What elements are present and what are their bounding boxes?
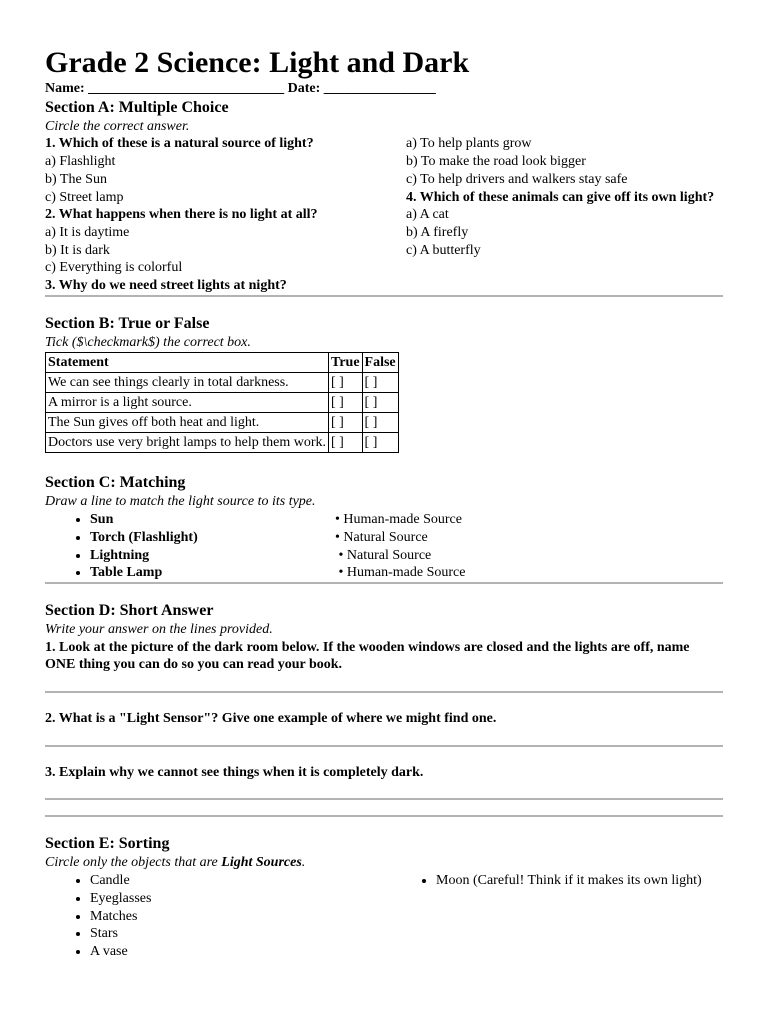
section-a-instruction: Circle the correct answer. (45, 118, 190, 134)
source-type-item: • Natural Source (335, 547, 432, 563)
answer-option: a) Flashlight (45, 154, 116, 170)
sorting-item[interactable]: • Matches (90, 908, 406, 926)
section-a-columns (45, 135, 723, 294)
answer-option: b) It is dark (45, 242, 110, 258)
name-date-line: Name: ____________________________ Date: ________________ (45, 81, 436, 96)
answer-option: a) A cat (406, 207, 449, 223)
section-a-heading: Section A: Multiple Choice (45, 98, 229, 116)
short-answer-question-2: 2. What is a "Light Sensor"? Give one example of where we might find one. (45, 711, 497, 727)
source-type-item: • Natural Source (335, 529, 428, 545)
answer-option: b) A firefly (406, 224, 469, 240)
match-row (90, 564, 723, 582)
true-checkbox[interactable]: [ ] (329, 413, 363, 433)
section-b-heading: Section B: True or False (45, 314, 210, 332)
answer-option: b) The Sun (45, 171, 107, 187)
match-row (90, 529, 723, 547)
true-checkbox[interactable]: [ ] (329, 433, 363, 453)
section-c-instruction: Draw a line to match the light source to its type. (45, 494, 316, 510)
false-checkbox[interactable]: [ ] (362, 393, 398, 413)
answer-option: c) Everything is colorful (45, 260, 183, 276)
section-b (45, 314, 723, 454)
matching-list (45, 511, 723, 582)
section-e (45, 834, 723, 960)
sorting-item[interactable]: • Moon (Careful! Think if it makes its own light) (436, 872, 723, 890)
list-item (90, 564, 723, 582)
answer-option: a) To help plants grow (406, 136, 532, 152)
table-header-row (46, 353, 399, 373)
light-source-item: • Sun (90, 512, 114, 528)
short-answer-question-1: 1. Look at the picture of the dark room below. If the wooden windows are closed and the lights are off, name ONE thing you can do so you can read your book. (45, 639, 690, 673)
match-row (90, 511, 723, 529)
statement-cell: Doctors use very bright lamps to help them work. (46, 433, 329, 453)
column-header-statement: Statement (46, 353, 329, 373)
section-c-heading: Section C: Matching (45, 474, 186, 492)
source-type-item: • Human-made Source (335, 565, 466, 581)
section-d-heading: Section D: Short Answer (45, 601, 214, 619)
answer-option: c) Street lamp (45, 189, 124, 205)
list-item (90, 529, 723, 547)
section-a-left-column (45, 135, 406, 294)
question-text: 2. What happens when there is no light at all? (45, 207, 318, 223)
light-source-item: • Torch (Flashlight) (90, 529, 198, 545)
section-d (45, 601, 723, 818)
section-c (45, 473, 723, 582)
section-e-columns (45, 872, 723, 961)
sorting-list-left (45, 872, 406, 961)
short-answer-question-3: 3. Explain why we cannot see things when it is completely dark. (45, 764, 424, 780)
true-checkbox[interactable]: [ ] (329, 373, 363, 393)
statement-cell: A mirror is a light source. (46, 393, 329, 413)
true-checkbox[interactable]: [ ] (329, 393, 363, 413)
answer-option: b) To make the road look bigger (406, 154, 586, 170)
answer-option: c) To help drivers and walkers stay safe (406, 171, 628, 187)
false-checkbox[interactable]: [ ] (362, 433, 398, 453)
table-row (46, 433, 399, 453)
table-row (46, 413, 399, 433)
sorting-item[interactable]: • Eyeglasses (90, 890, 406, 908)
column-header-false: False (362, 353, 398, 373)
question-text: 3. Why do we need street lights at night? (45, 278, 287, 294)
false-checkbox[interactable]: [ ] (362, 413, 398, 433)
column-header-true: True (329, 353, 363, 373)
section-e-heading: Section E: Sorting (45, 835, 170, 853)
page-title: Grade 2 Science: Light and Dark (45, 46, 470, 79)
section-d-instruction: Write your answer on the lines provided. (45, 621, 273, 637)
list-item (90, 511, 723, 529)
table-row (46, 393, 399, 413)
statement-cell: We can see things clearly in total darkness. (46, 373, 329, 393)
sorting-item[interactable]: • Stars (90, 925, 406, 943)
worksheet (45, 0, 723, 961)
true-false-table (45, 352, 399, 453)
table-row (46, 373, 399, 393)
light-source-item: • Table Lamp (90, 565, 163, 581)
section-a-right-column (406, 135, 723, 294)
statement-cell: The Sun gives off both heat and light. (46, 413, 329, 433)
section-b-instruction: Tick ($\checkmark$) the correct box. (45, 334, 251, 350)
answer-option: a) It is daytime (45, 224, 130, 240)
sorting-item[interactable]: • A vase (90, 943, 406, 961)
match-row (90, 547, 723, 565)
section-a (45, 98, 723, 295)
question-text: 1. Which of these is a natural source of light? (45, 136, 314, 152)
source-type-item: • Human-made Source (335, 512, 462, 528)
list-item (90, 547, 723, 565)
section-e-instruction: Circle only the objects that are Light Sources. (45, 855, 306, 871)
question-text: 4. Which of these animals can give off its own light? (406, 189, 715, 205)
sorting-item[interactable]: • Candle (90, 872, 406, 890)
false-checkbox[interactable]: [ ] (362, 373, 398, 393)
answer-option: c) A butterfly (406, 242, 481, 258)
light-source-item: • Lightning (90, 547, 150, 563)
sorting-list-right (391, 872, 723, 890)
